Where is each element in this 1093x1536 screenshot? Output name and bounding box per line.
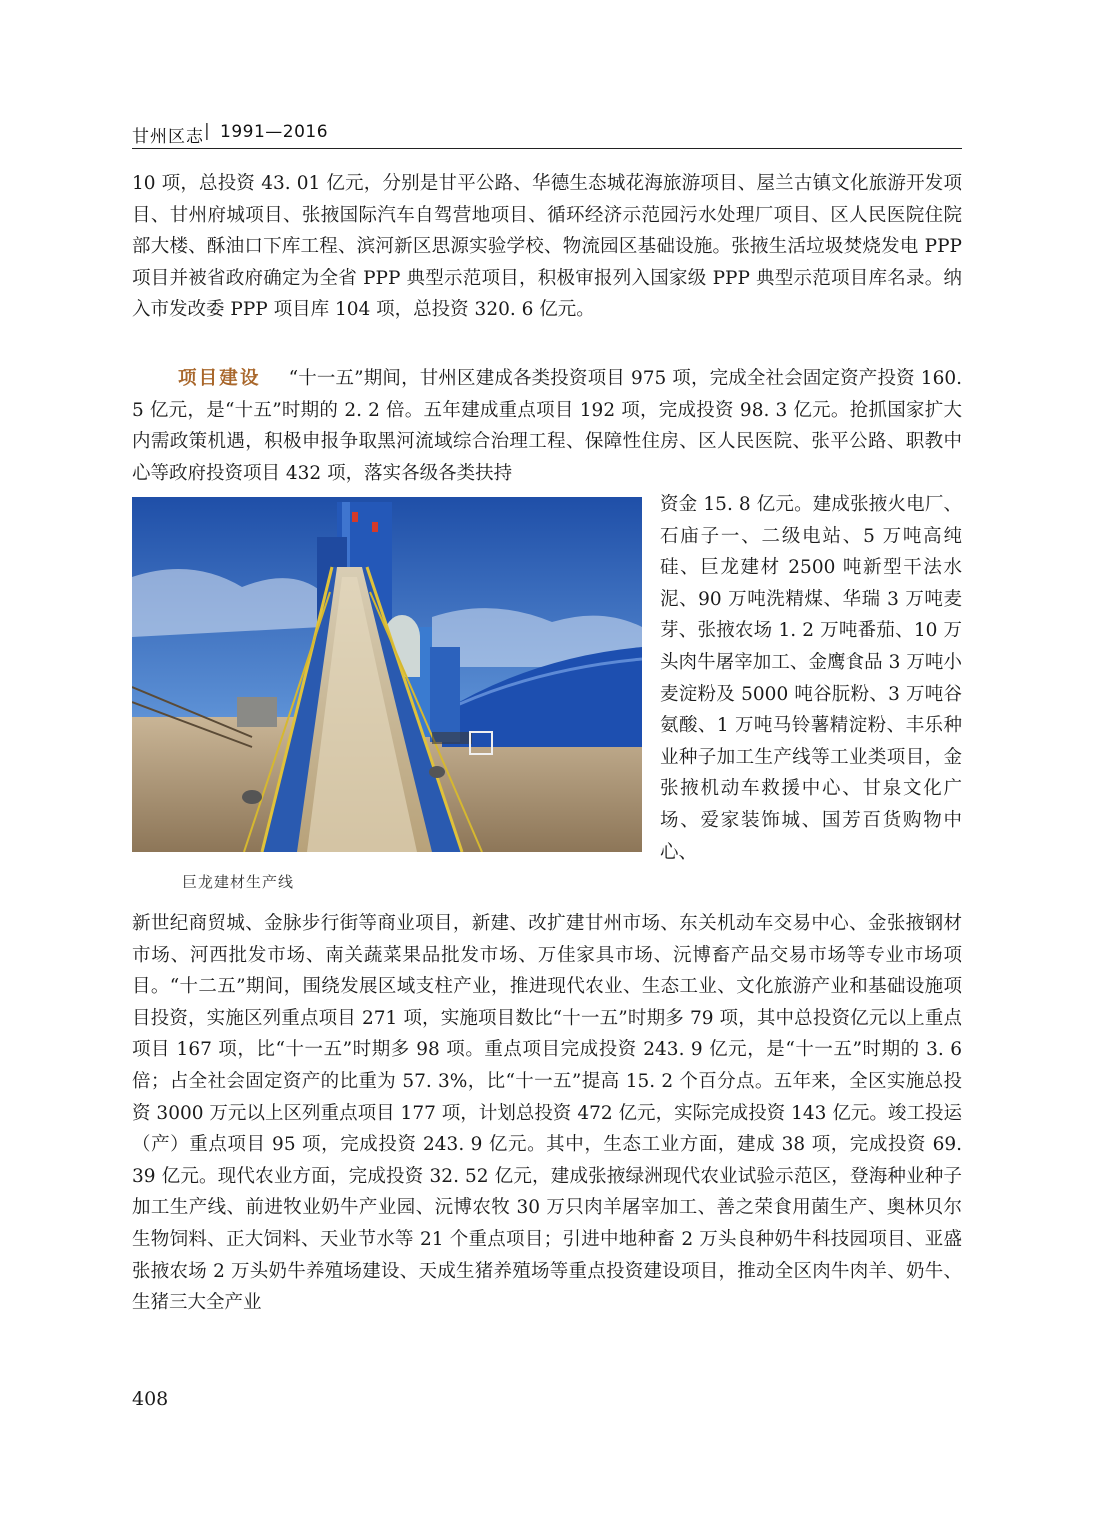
paragraph-2-part-3: 新世纪商贸城、金脉步行街等商业项目，新建、改扩建甘州市场、东关机动车交易中心、金张掖钢材市场、河西批发市场、南关蔬菜果品批发市场、万佳家具市场、沅博畜产品交易市场等专业市场项目。“十二五”期间，围绕发展区域支柱产业，推进现代农业、生态工业、文化旅游产业和基础设施项目投资，实施区列重点项目 271 项，实施项目数比“十一五”时期多 79 项，其中总投资亿元以上重点项目 167 项，比“十一五”时期多 98 项。重点项目完成投资 243. 9 亿元，是“十一五”时期的 3. 6 倍；占全社会固定资产的比重为 57. 3%，比“十一五”提高 15. 2 个百分点。五年来，全区实施总投资 3000 万元以上区列重点项目 177 项，计划总投资 472 亿元，实际完成投资 143 亿元。竣工投运（产）重点项目 95 项，完成投资 243. 9 亿元。其中，生态工业方面，建成 38 项，完成投资 69. 39 亿元。现代农业方面，完成投资 32. 52 亿元，建成张掖绿洲现代农业试验示范区，登海种业种子加工生产线、前进牧业奶牛产业园、沅博农牧 30 万只肉羊屠宰加工、善之荣食用菌生产、奥林贝尔生物饲料、正大饲料、天业节水等 21 个重点项目；引进中地种畜 2 万头良种奶牛科技园项目、亚盛张掖农场 2 万头奶牛养殖场建设、天成生猪养殖场等重点投资建设项目，推动全区肉牛肉羊、奶牛、生猪三大全产业: [132, 913, 962, 1314]
page-number: 408: [132, 1388, 169, 1410]
production-line-photo: [132, 497, 642, 852]
header-separator: |: [204, 121, 210, 141]
paragraph-1: 10 项，总投资 43. 01 亿元，分别是甘平公路、华德生态城花海旅游项目、屋兰古镇文化旅游开发项目、甘州府城项目、张掖国际汽车自驾营地项目、循环经济示范园污水处理厂项目、区人民医院住院部大楼、酥油口下库工程、滨河新区思源实验学校、物流园区基础设施。张掖生活垃圾焚烧发电 PPP 项目并被省政府确定为全省 PPP 典型示范项目，积极审报列入国家级 PPP 典型示范项目库名录。纳入市发改委 PPP 项目库 104 项，总投资 320. 6 亿元。: [132, 173, 962, 321]
running-header: [132, 118, 962, 149]
photo-illustration: [132, 497, 642, 852]
paragraph-2-part-2: 资金 15. 8 亿元。建成张掖火电厂、石庙子一、二级电站、5 万吨高纯硅、巨龙建材 2500 吨新型干法水泥、90 万吨洗精煤、华瑞 3 万吨麦芽、张掖农场 1. 2 万吨番茄、10 万头肉牛屠宰加工、金鹰食品 3 万吨小麦淀粉及 5000 吨谷朊粉、3 万吨谷氨酸、1 万吨马铃薯精淀粉、丰乐种业种子加工生产线等工业类项目，金张掖机动车救援中心、甘泉文化广场、爱家装饰城、国芳百货购物中心、: [660, 494, 962, 863]
book-years: 1991—2016: [220, 122, 329, 142]
photo-caption: 巨龙建材生产线: [182, 873, 295, 891]
paragraph-2-text-1: “十一五”期间，甘州区建成各类投资项目 975 项，完成全社会固定资产投资 160. 5 亿元，是“十五”时期的 2. 2 倍。五年建成重点项目 192 项，完成投资 98. 3 亿元。抢抓国家扩大内需政策机遇，积极申报争取黑河流域综合治理工程、保障性住房、区人民医院、张平公路、职教中心等政府投资项目 432 项，落实各级各类扶持: [132, 368, 962, 484]
section-keyword: 项目建设: [178, 368, 261, 389]
paragraph-2-part-1: [132, 363, 962, 489]
book-title: 甘州区志: [132, 127, 204, 147]
